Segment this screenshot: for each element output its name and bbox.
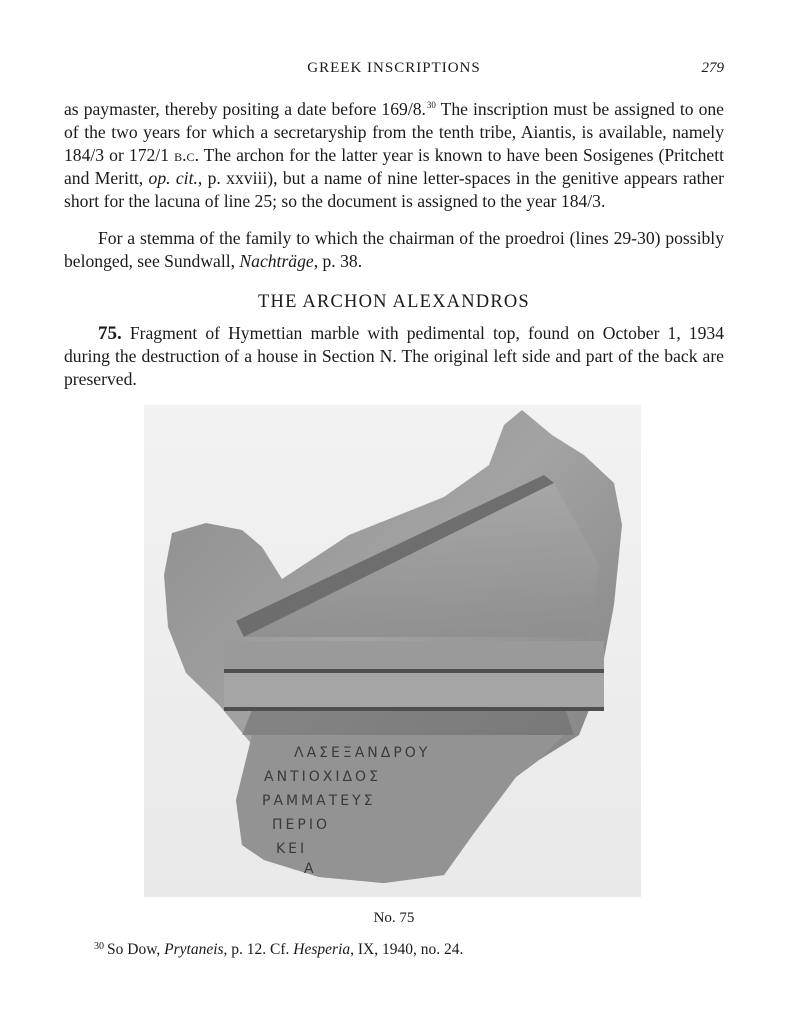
entry-text-2: . The original left side and part of the back are preserved. xyxy=(64,346,724,389)
entry-75 xyxy=(64,322,724,391)
footnote-text-3: , IX, 1940, no. 24. xyxy=(350,941,464,958)
moulding-line-1 xyxy=(224,669,604,673)
p1-text-4: , p. xxviii), but a name of nine letter-spaces in the genitive appears rather short for the lacuna of line 25; so the document is assigned to the year 184/3. xyxy=(64,168,725,211)
footnote-text-2: , p. 12. Cf. xyxy=(223,941,294,958)
running-head xyxy=(64,60,724,82)
inscription-line-3: ΡΑΜΜΑΤΕΥΣ xyxy=(262,793,376,809)
footnote-reference: 30 xyxy=(426,100,436,110)
marble-fragment-image xyxy=(144,405,641,897)
footnote-mark: 30 xyxy=(94,941,104,952)
moulding-upper xyxy=(224,641,604,669)
inscription-photo xyxy=(144,405,641,897)
paragraph-stemma xyxy=(64,227,724,273)
inscription-line-5: ΚΕΙ xyxy=(276,841,308,857)
running-title: GREEK INSCRIPTIONS xyxy=(307,60,481,76)
moulding-middle xyxy=(224,673,604,707)
inscription-line-4: ΠΕΡΙΟ xyxy=(272,817,330,833)
footnote-italic-1: Prytaneis xyxy=(164,941,224,958)
p1-text-1: as paymaster, thereby positing a date before 169/8. xyxy=(64,99,426,119)
op-cit: op. cit. xyxy=(148,168,198,188)
inscription-line-6: Α xyxy=(304,861,317,877)
section-letter: N xyxy=(379,346,393,366)
footnote-italic-2: Hesperia xyxy=(293,941,351,958)
entry-number: 75. xyxy=(98,323,122,344)
p2-text-1: For a stemma of the family to which the chairman of the proedroi (lines 29-30) possibly belonged, see Sundwall, xyxy=(64,228,724,271)
footnote-text-1: So Dow, xyxy=(107,941,165,958)
p2-text-2: , p. 38. xyxy=(313,251,363,271)
moulding-line-2 xyxy=(224,707,604,711)
section-heading: THE ARCHON ALEXANDROS xyxy=(258,292,530,312)
entry-text-1: Fragment of Hymettian marble with pedimental top, found on October 1, 1934 during the destruction of a house in Section xyxy=(64,323,724,366)
paragraph-dating xyxy=(64,94,724,213)
bc-abbrev: b.c. xyxy=(174,145,199,165)
footnote xyxy=(94,941,724,959)
p1-text-2: The inscription must be assigned to one of the two years for which a secretaryship from the tenth tribe, Aiantis, is available, namely 184/3 or 172/1 xyxy=(64,99,724,165)
p1-text-3: The archon for the latter year is known to have been Sosigenes (Pritchett and Meritt, xyxy=(64,145,724,188)
inscription-line-1: ΛΑΣΕΞΑΝΔΡΟΥ xyxy=(294,745,431,761)
inscription-line-2: ΑΝΤΙΟΧΙΔΟΣ xyxy=(264,769,381,785)
figure-caption: No. 75 xyxy=(373,910,415,926)
page-number: 279 xyxy=(701,60,724,76)
p2-italic: Nachträge xyxy=(239,251,314,271)
